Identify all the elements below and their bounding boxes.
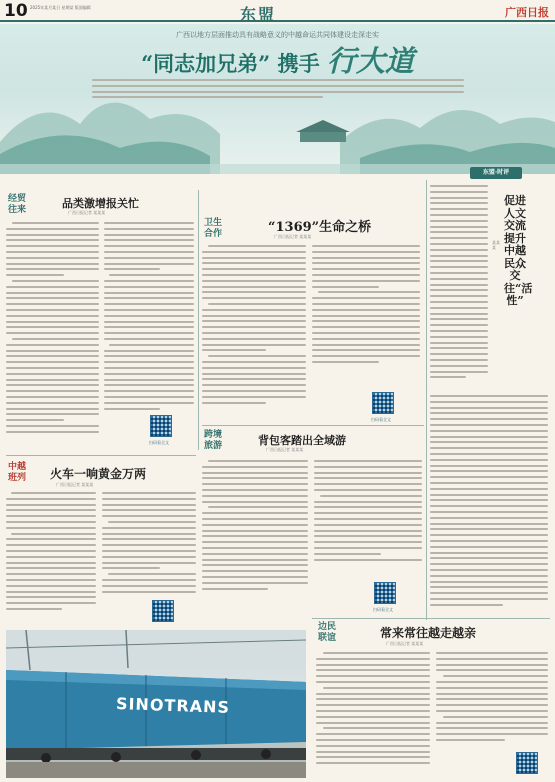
title-trade: 品类激增报关忙 (62, 197, 139, 210)
title-border: 常来常往越走越亲 (380, 626, 477, 640)
commentary-title: 促进人文交流提升中越民众交往“活性” (504, 194, 533, 307)
commentary-byline: 某某某 (492, 240, 500, 250)
tag-border: 边民联谊 (317, 622, 336, 643)
hero-banner (0, 24, 555, 174)
text-tourism-col1 (202, 460, 308, 608)
hero-lede (92, 79, 464, 99)
column-divider-1 (198, 190, 199, 450)
headline-part1: “同志加兄弟” (141, 51, 271, 76)
qr-code-border[interactable] (516, 752, 538, 774)
qr-code-health[interactable] (372, 392, 394, 414)
commentary-text-top (430, 185, 488, 390)
hero-kicker: 广西以地方层面推动具有战略意义的中越命运共同体建设走深走实 (176, 31, 379, 39)
masthead-meta: 2025年某月某日 星期某 版面编辑 (30, 5, 91, 10)
hero-headline (0, 39, 555, 80)
page-number: 10 (4, 1, 28, 21)
row-divider-mid (202, 425, 424, 426)
commentary-badge: 东盟·时评 (470, 167, 522, 179)
tag-tourism: 跨境旅游 (203, 430, 222, 451)
text-rail-col1 (6, 492, 96, 628)
paper-logo: 广西日报 (505, 6, 549, 19)
text-trade-col2 (104, 222, 194, 432)
text-health-col1 (202, 245, 306, 420)
tag-trade: 经贸往来 (7, 194, 26, 215)
qr-code-trade[interactable] (150, 415, 172, 437)
title-tourism: 背包客踏出全域游 (258, 434, 346, 447)
qr-label-health: 扫码看全文 (371, 417, 391, 422)
row-divider-left (6, 455, 196, 456)
qr-code-rail[interactable] (152, 600, 174, 622)
text-health-col2 (312, 245, 420, 385)
headline-big: 行大道 (326, 44, 414, 78)
text-rail-col2 (102, 492, 196, 628)
qr-label-tourism: 扫码看全文 (373, 607, 393, 612)
commentary-text-bottom (430, 395, 548, 617)
byline-trade: 广西日报记者 某某某 (68, 210, 106, 215)
commentary-divider (426, 180, 427, 620)
title-health: “1369”生命之桥 (268, 220, 372, 235)
headline-part2: 携手 (277, 51, 320, 76)
byline-tourism: 广西日报记者 某某某 (266, 447, 304, 452)
byline-health: 广西日报记者 某某某 (274, 234, 312, 239)
text-trade-col1 (6, 222, 99, 452)
text-border-col1 (316, 652, 430, 778)
text-tourism-col2 (314, 460, 422, 600)
tag-rail: 中越班列 (7, 462, 26, 483)
qr-label-trade: 扫码看全文 (149, 440, 169, 445)
train-photo (6, 630, 306, 778)
byline-border: 广西日报记者 某某某 (386, 641, 424, 646)
row-divider-bottom (312, 618, 550, 619)
title-rail: 火车一响黄金万两 (50, 467, 147, 481)
train-logo-text: SINOTRANS (115, 694, 231, 717)
section-name: 东盟 (240, 5, 277, 24)
tag-health: 卫生合作 (203, 218, 222, 239)
masthead (0, 0, 555, 22)
byline-rail: 广西日报记者 某某某 (56, 482, 94, 487)
qr-code-tourism[interactable] (374, 582, 396, 604)
